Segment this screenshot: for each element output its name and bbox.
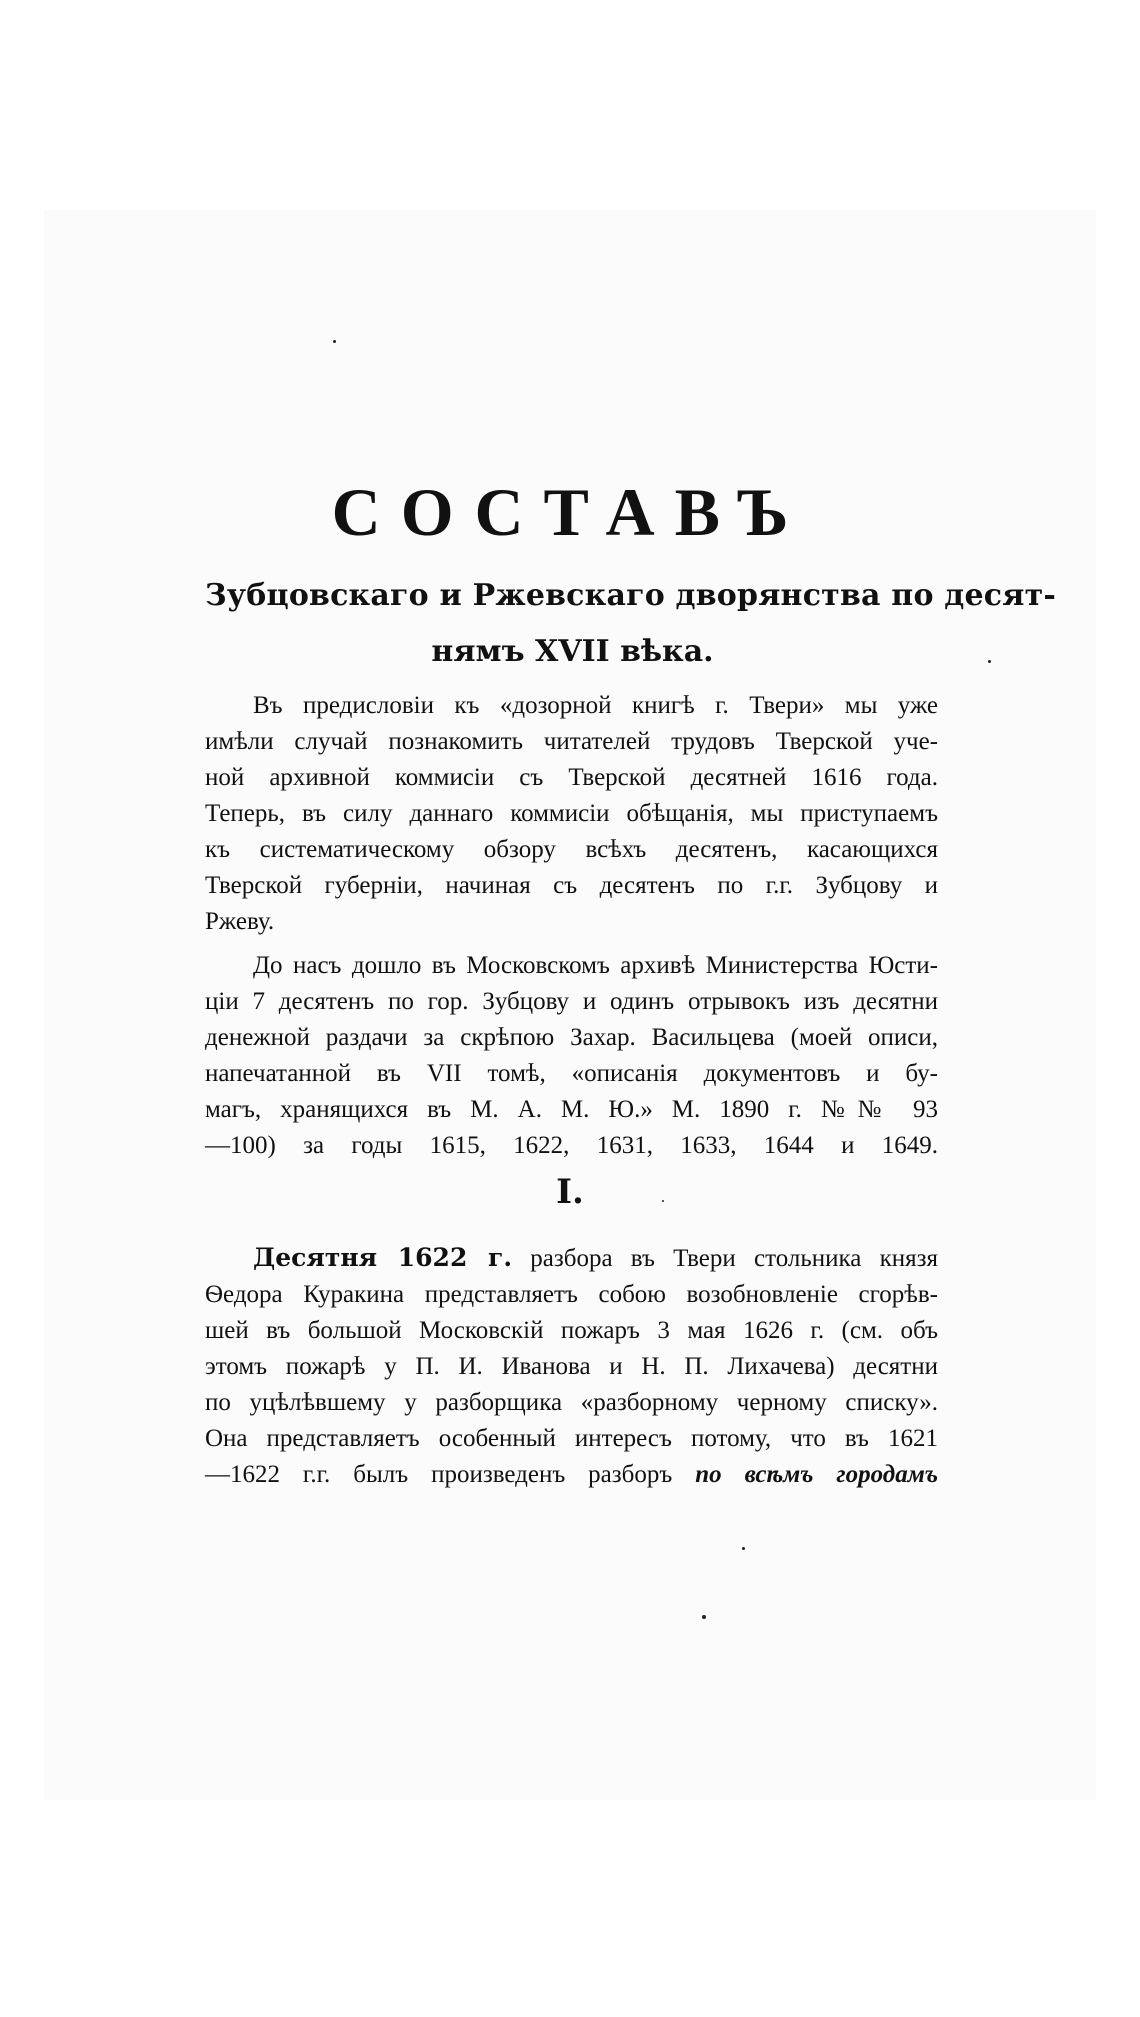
text-line [205,1457,938,1493]
section-number: I. [556,1172,584,1212]
scan-speck [742,1547,745,1550]
lead-term: Десятня 1622 г. [253,1243,513,1272]
text-line: этомъ пожарѣ у П. И. Иванова и Н. П. Лихачева) десятни [205,1353,938,1380]
text-line: Теперь, въ силу даннаго коммисіи обѣщанія, мы приступаемъ [205,800,938,827]
text-line: До насъ дошло въ Московскомъ архивѣ Министерства Юсти- [253,952,938,979]
text-line: по уцѣлѣвшему у разборщика «разборному черному списку». [205,1389,938,1416]
paragraph-intro [205,688,938,940]
text-line: Тверской губерніи, начиная съ десятенъ по г.г. Зубцову и [205,872,938,899]
text-line: имѣли случай познакомить читателей трудовъ Тверской уче- [205,728,938,755]
scan-speck [988,660,991,663]
text-line: шей въ большой Московскій пожаръ 3 мая 1626 г. (см. объ [205,1317,938,1344]
document-title: СОСТАВЪ [331,474,809,550]
scan-speck [702,1615,706,1619]
text-line: денежной раздачи за скрѣпою Захар. Васильцева (моей описи, [205,1024,938,1051]
text-line: ной архивной коммисіи съ Тверской десятней 1616 года. [205,764,938,791]
italic-emphasis: по всѣмъ городамъ [695,1461,938,1488]
scan-speck [333,340,336,343]
text-line: Ѳедора Куракина представляетъ собою возобновленіе сгорѣв- [205,1281,938,1308]
text-line: Ржеву. [205,908,275,935]
paragraph-desyatnya [205,1240,938,1493]
text-line: ціи 7 десятенъ по гор. Зубцову и одинъ отрывокъ изъ десятни [205,988,938,1015]
text-line [205,1240,938,1277]
text-fragment: разбора въ Твери стольника князя [530,1245,938,1272]
text-fragment: —1622 г.г. былъ произведенъ разборъ [205,1461,673,1488]
text-line: магъ, хранящихся въ М. А. М. Ю.» М. 1890 г. №№ 93 [205,1096,938,1123]
text-line: —100) за годы 1615, 1622, 1631, 1633, 1644 и 1649. [205,1132,938,1159]
paragraph-sources [205,948,938,1164]
text-line: къ систематическому обзору всѣхъ десятенъ, касающихся [205,836,938,863]
text-line: Она представляетъ особенный интересъ потому, что въ 1621 [205,1425,938,1452]
text-line: напечатанной въ VII томѣ, «описанія документовъ и бу- [205,1060,938,1087]
subtitle-line: Зубцовскаго и Ржевскаго дворянства по десят- [205,578,1057,613]
subtitle-line: нямъ XVII вѣка. [431,634,714,669]
document-subtitle [205,568,1057,680]
text-line: Въ предисловіи къ «дозорной книгѣ г. Твери» мы уже [253,692,938,719]
